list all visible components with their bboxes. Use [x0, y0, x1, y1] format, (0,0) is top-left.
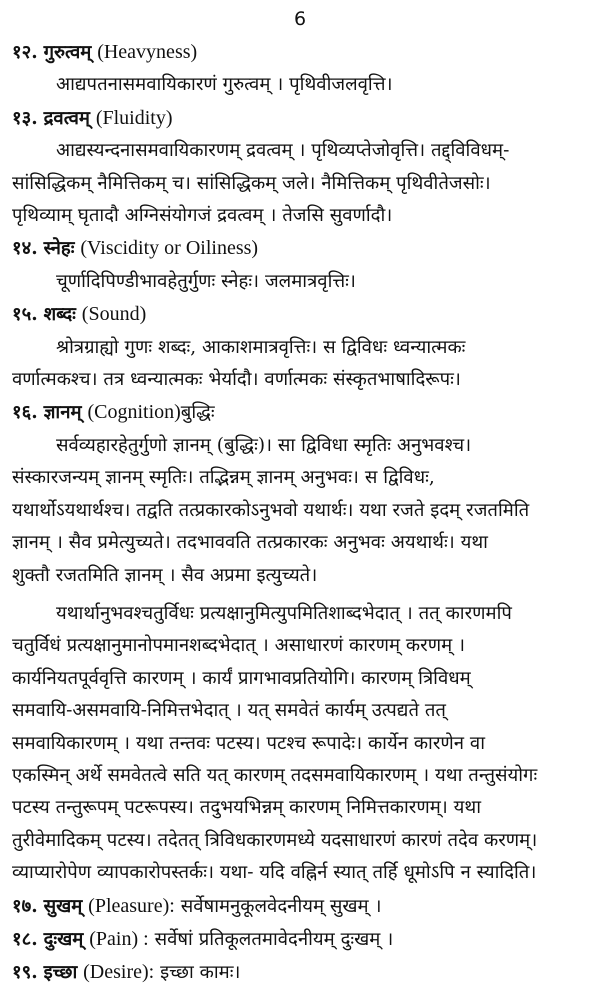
- text-line: श्रोत्रग्राह्यो गुणः शब्दः, आकाशमात्रवृत्तिः। स द्विविधः ध्वन्यात्मकः: [56, 336, 466, 358]
- section-heading: [12, 36, 588, 69]
- section-english: (Sound): [81, 303, 147, 326]
- text-line: शुक्तौ रजतमिति ज्ञानम् । सैव अप्रमा इत्युच्यते।: [12, 564, 318, 586]
- section-term: स्नेहः: [43, 238, 75, 260]
- section-heading: [12, 956, 588, 989]
- section-heading: [12, 102, 588, 135]
- section-term: ज्ञानम्: [43, 402, 82, 424]
- section-english: (Cognition): [87, 401, 181, 424]
- section-heading: [12, 396, 588, 429]
- text-line: यथार्थोऽयथार्थश्च। तद्वति तत्प्रकारकोऽनुभवो यथार्थः। यथा रजते इदम् रजतमिति: [12, 499, 530, 521]
- text-line: ज्ञानम् । सैव प्रमेत्युच्यते। तदभाववति तत्प्रकारकः अनुभवः अयथार्थः। यथा: [12, 532, 488, 554]
- section-term: दुःखम्: [43, 928, 84, 950]
- section-heading: [12, 298, 588, 331]
- section-definition: सर्वेषामनुकूलवेदनीयम् सुखम् ।: [180, 895, 382, 917]
- page-number: 6: [293, 8, 307, 30]
- section-number: १६.: [12, 402, 38, 424]
- section-term: द्रवत्वम्: [43, 107, 90, 129]
- text-line: समवायि-असमवायि-निमित्तभेदात् । यत् समवेतं कार्यम् उत्पद्यते तत्: [12, 700, 446, 722]
- section-number: १२.: [12, 42, 38, 63]
- section-15: [12, 298, 588, 396]
- section-number: १३.: [12, 107, 38, 129]
- section-14: [12, 232, 588, 298]
- text-line: तुरीवेमादिकम् पटस्य। तदेतत् त्रिविधकारणमध्ये यदसाधारणं कारणं तदेव करणम्।: [12, 829, 538, 851]
- section-english: (Viscidity or Oiliness): [80, 237, 259, 260]
- section-number: १५.: [12, 304, 38, 326]
- section-number: १९.: [12, 962, 38, 984]
- text-line: सांसिद्धिकम् नैमित्तिकम् च। सांसिद्धिकम् जले। नैमित्तिकम् पृथिवीतेजसोः।: [12, 172, 491, 194]
- text-line: चतुर्विधं प्रत्यक्षानुमानोपमानशब्दभेदात् । असाधारणं कारणम् करणम् ।: [12, 635, 466, 657]
- text-line: पृथिव्याम् घृतादौ अग्निसंयोगजं द्रवत्वम् । तेजसि सुवर्णादौ।: [12, 205, 393, 227]
- section-17: [12, 890, 588, 923]
- section-heading: [12, 232, 588, 265]
- section-number: १७.: [12, 895, 38, 917]
- text-line: व्याप्यारोपेण व्यापकारोपस्तर्कः। यथा- यदि वह्निर्न स्यात् तर्हि धूमोऽपि न स्यादिति।: [12, 862, 537, 884]
- section-18: [12, 923, 588, 956]
- text-line: कार्यनियतपूर्ववृत्ति कारणम् । कार्यं प्रागभावप्रतियोगि। कारणम् त्रिविधम्: [12, 667, 471, 689]
- section-term: सुखम्: [43, 895, 83, 917]
- section-number: १८.: [12, 928, 38, 950]
- text-line: यथार्थानुभवश्चतुर्विधः प्रत्यक्षानुमित्युपमितिशाब्दभेदात् । तत् कारणमपि: [56, 602, 512, 624]
- section-term: शब्दः: [43, 304, 76, 326]
- text-line: पटस्य तन्तुरूपम् पटरूपस्य। तदुभयभिन्नम् कारणम् निमित्तकारणम्। यथा: [12, 797, 481, 819]
- section-heading: [12, 890, 588, 923]
- text-line: आद्यस्यन्दनासमवायिकारणम् द्रवत्वम् । पृथिव्यप्तेजोवृत्ति। तद्द्विविधम्-: [56, 140, 510, 162]
- section-definition: इच्छा कामः।: [160, 962, 241, 984]
- text-line: समवायिकारणम् । यथा तन्तवः पटस्य। पटश्च रूपादेः। कार्येन कारणेन वा: [12, 732, 486, 754]
- section-19: [12, 956, 588, 989]
- text-line: एकस्मिन् अर्थे समवेतत्वे सति यत् कारणम् तदसमवायिकारणम् । यथा तन्तुसंयोगः: [12, 764, 538, 786]
- section-definition: सर्वेषां प्रतिकूलतमावेदनीयम् दुःखम् ।: [154, 928, 394, 950]
- section-english: (Pleasure):: [88, 894, 175, 917]
- section-english: (Pain) :: [89, 927, 149, 950]
- text-line: सर्वव्यहारहेतुर्गुणो ज्ञानम् (बुद्धिः)। सा द्विविधा स्मृतिः अनुभवश्च।: [56, 434, 472, 456]
- section-english: (Fluidity): [95, 106, 173, 129]
- text-line: चूर्णादिपिण्डीभावहेतुर्गुणः स्नेहः। जलमात्रवृत्तिः।: [56, 270, 356, 292]
- section-heading: [12, 923, 588, 956]
- section-16: [12, 396, 588, 889]
- section-term: गुरुत्वम्: [43, 42, 92, 63]
- section-number: १४.: [12, 238, 38, 260]
- section-12: [12, 36, 588, 102]
- text-line: आद्यपतनासमवायिकारणं गुरुत्वम् । पृथिवीजलवृत्ति।: [56, 74, 393, 96]
- text-line: वर्णात्मकश्च। तत्र ध्वन्यात्मकः भेर्यादौ। वर्णात्मकः संस्कृतभाषादिरूपः।: [12, 369, 461, 391]
- section-extra: बुद्धिः: [180, 402, 215, 424]
- section-english: (Heavyness): [97, 41, 198, 63]
- section-13: [12, 102, 588, 233]
- text-line: संस्कारजन्यम् ज्ञानम् स्मृतिः। तद्भिन्नम् ज्ञानम् अनुभवः। स द्विविधः,: [12, 467, 435, 489]
- section-english: (Desire):: [83, 961, 155, 984]
- section-term: इच्छा: [43, 962, 78, 984]
